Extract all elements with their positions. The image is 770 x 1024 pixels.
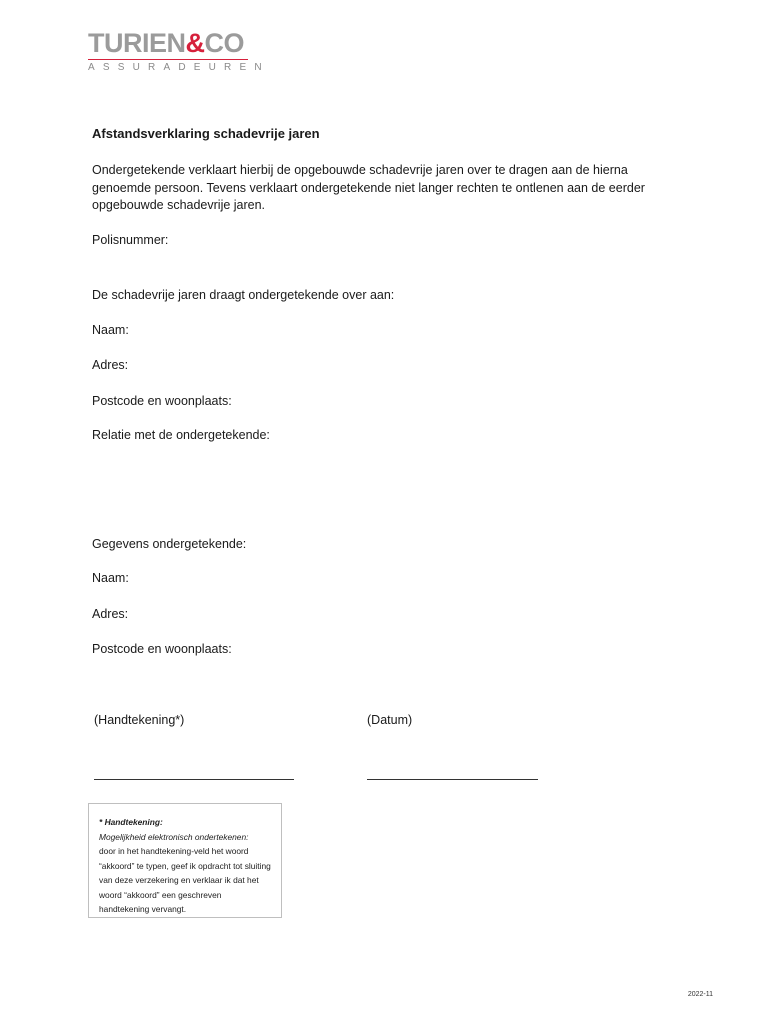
recipient-relation-label: Relatie met de ondergetekende: <box>92 428 270 442</box>
signature-note-box <box>88 803 282 918</box>
note-subheading: Mogelijkheid elektronisch ondertekenen: <box>99 831 249 842</box>
signature-line <box>94 779 294 780</box>
transfer-heading: De schadevrije jaren draagt ondergetekende over aan: <box>92 288 395 302</box>
signer-name-label: Naam: <box>92 571 129 585</box>
recipient-postal-label: Postcode en woonplaats: <box>92 394 232 408</box>
signer-postal-label: Postcode en woonplaats: <box>92 642 232 656</box>
date-label: (Datum) <box>367 713 413 727</box>
signer-address-label: Adres: <box>92 607 129 621</box>
recipient-name-label: Naam: <box>92 323 129 337</box>
policy-number-label: Polisnummer: <box>92 233 169 247</box>
logo-wordmark <box>88 28 253 58</box>
intro-paragraph: Ondergetekende verklaart hierbij de opgebouwde schadevrije jaren over te dragen aan de hierna genoemde persoon. Tevens verklaart ondergetekende niet langer rechten te ontlenen aan de eerder opgebouwde schadevrije jaren. <box>92 163 645 212</box>
version-label: 2022-11 <box>687 991 713 998</box>
logo-brand-left: TURIEN <box>88 28 186 58</box>
note-body: door in het handtekening-veld het woord “akkoord” te typen, geef ik opdracht tot sluiting van deze verzekering en verklaar ik dat het woord “akkoord” een geschreven handtekening vervangt. <box>99 846 271 914</box>
signature-label: (Handtekening*) <box>94 713 185 727</box>
logo-subtitle: ASSURADEUREN <box>88 62 270 73</box>
date-line <box>367 779 538 780</box>
logo-divider <box>88 59 248 60</box>
recipient-address-label: Adres: <box>92 358 129 372</box>
logo-ampersand: & <box>185 28 205 58</box>
logo-brand-right: CO <box>204 28 244 58</box>
company-logo <box>88 28 270 74</box>
note-heading: * Handtekening: <box>99 817 163 827</box>
document-title: Afstandsverklaring schadevrije jaren <box>92 126 320 141</box>
signer-heading: Gegevens ondergetekende: <box>92 537 247 551</box>
